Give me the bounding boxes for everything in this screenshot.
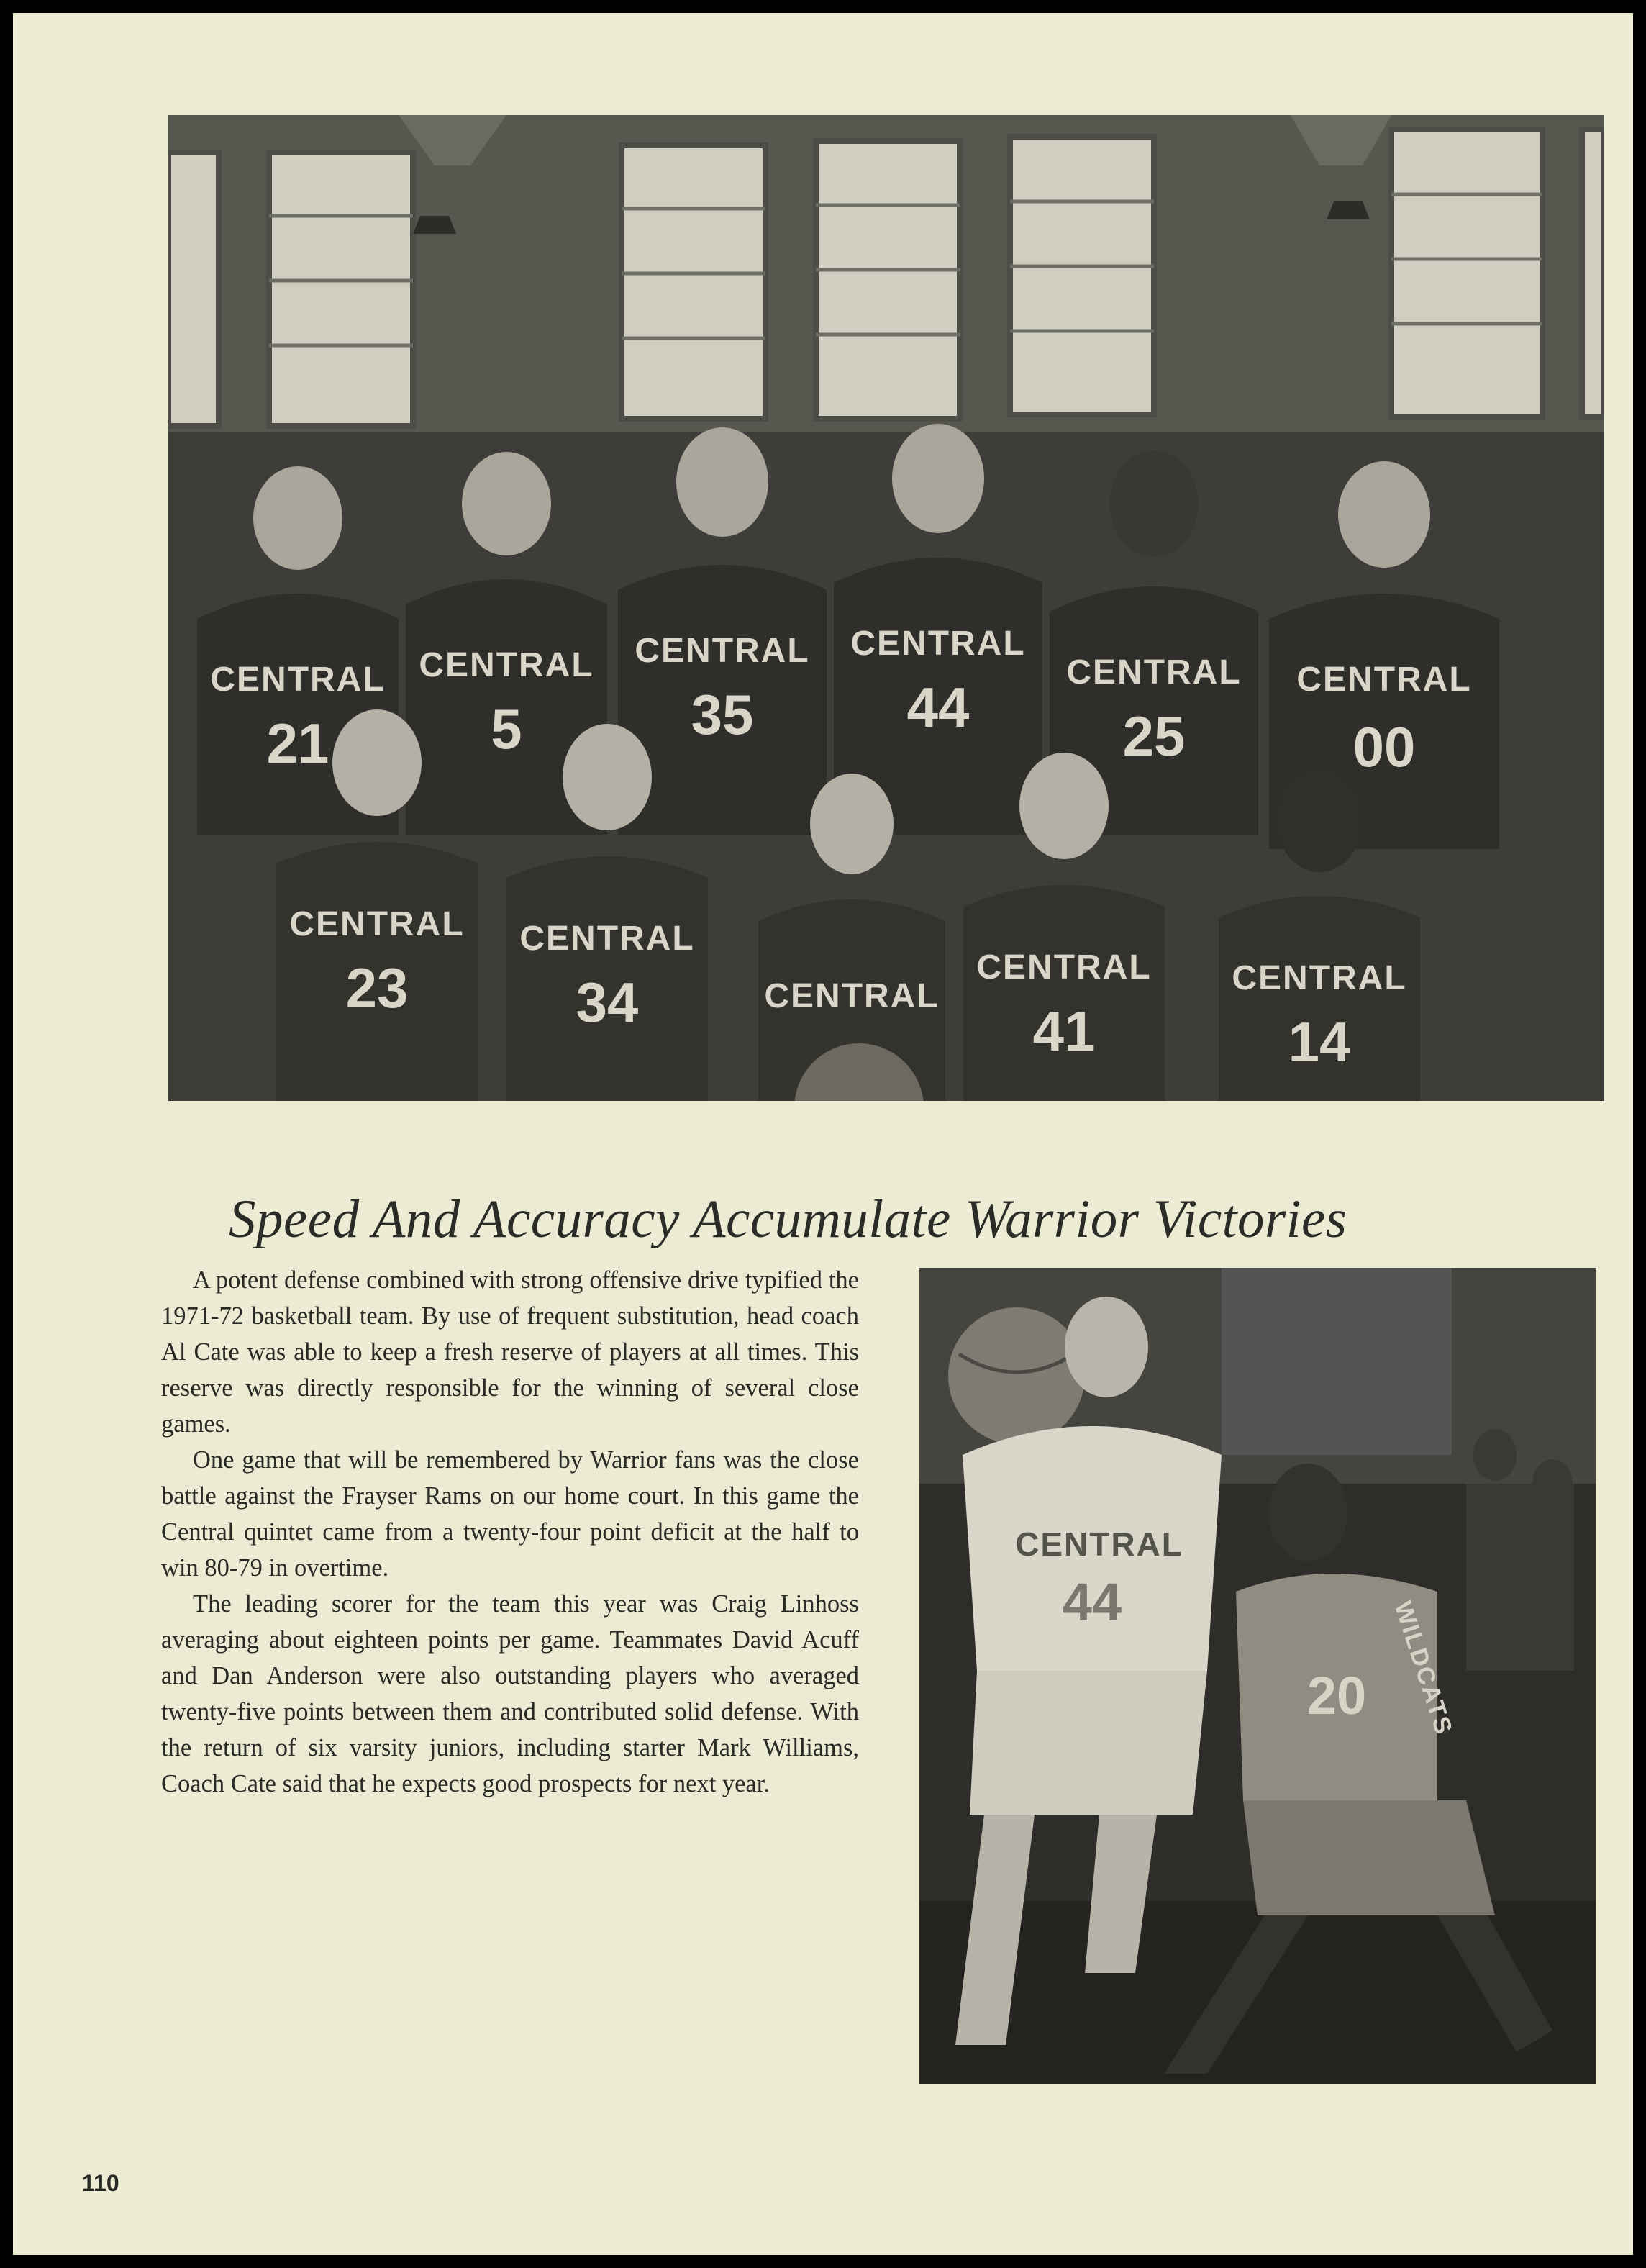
jersey-word-front-1: CENTRAL: [289, 905, 465, 943]
jersey-word-back-5: CENTRAL: [1066, 653, 1242, 691]
article-paragraph-2: One game that will be remembered by Warrior fans was the close battle against the Frayser Rams on our home court. In this game the Central quintet came from a twenty-four point deficit at the half to win 80-79 in overtime.: [161, 1446, 859, 1582]
jersey-word-back-2: CENTRAL: [419, 646, 594, 684]
jersey-word-back-6: CENTRAL: [1296, 661, 1472, 699]
jersey-number-back-5: 25: [1122, 704, 1186, 768]
jersey-number-front-4: 41: [1032, 999, 1096, 1063]
article-paragraph-1: A potent defense combined with strong offensive drive typified the 1971-72 basketball team. By use of frequent substitution, head coach Al Cate was able to keep a fresh reserve of players at all times. This reserve was directly responsible for the winning of several close games.: [161, 1266, 859, 1438]
jersey-word-front-4: CENTRAL: [976, 948, 1152, 986]
jersey-word-front-2: CENTRAL: [519, 920, 695, 958]
jersey-number-front-2: 34: [576, 971, 639, 1034]
jersey-word-front-5: CENTRAL: [1232, 959, 1407, 997]
jersey-word-front-3: CENTRAL: [764, 977, 940, 1015]
jersey-word-back-3: CENTRAL: [635, 632, 810, 670]
opponent-jersey-word: WILDCATS: [1388, 1598, 1458, 1739]
opponent-jersey-number: 20: [1306, 1666, 1367, 1725]
article-paragraph-3: The leading scorer for the team this year was Craig Linhoss averaging about eighteen points per game. Teammates David Acuff and Dan Anderson were also outstanding players who averaged twenty-five points between them and contributed solid defense. With the return of six varsity juniors, including starter Mark Williams, Coach Cate said that he expects good prospects for next year.: [161, 1590, 859, 1797]
article-body: [161, 1262, 859, 1802]
team-photo-illustration: [168, 115, 1604, 1101]
team-photo: [168, 115, 1604, 1101]
jersey-number-back-6: 00: [1352, 715, 1416, 779]
jersey-number-back-4: 44: [906, 676, 970, 739]
jersey-word-back-1: CENTRAL: [210, 661, 386, 699]
jersey-number-back-2: 5: [491, 697, 522, 761]
action-photo-illustration: [919, 1268, 1596, 2084]
page-headline: Speed And Accuracy Accumulate Warrior Victories: [229, 1189, 1347, 1249]
page-number: 110: [82, 2170, 119, 2196]
central-jersey-word: CENTRAL: [1015, 1525, 1183, 1563]
central-jersey-number: 44: [1062, 1572, 1122, 1632]
jersey-number-back-3: 35: [691, 683, 754, 746]
yearbook-page: [13, 13, 1633, 2255]
action-photo: [919, 1268, 1596, 2084]
jersey-number-front-5: 14: [1288, 1010, 1351, 1074]
jersey-number-front-1: 23: [345, 956, 409, 1020]
jersey-number-back-1: 21: [266, 712, 329, 775]
jersey-word-back-4: CENTRAL: [850, 625, 1026, 663]
